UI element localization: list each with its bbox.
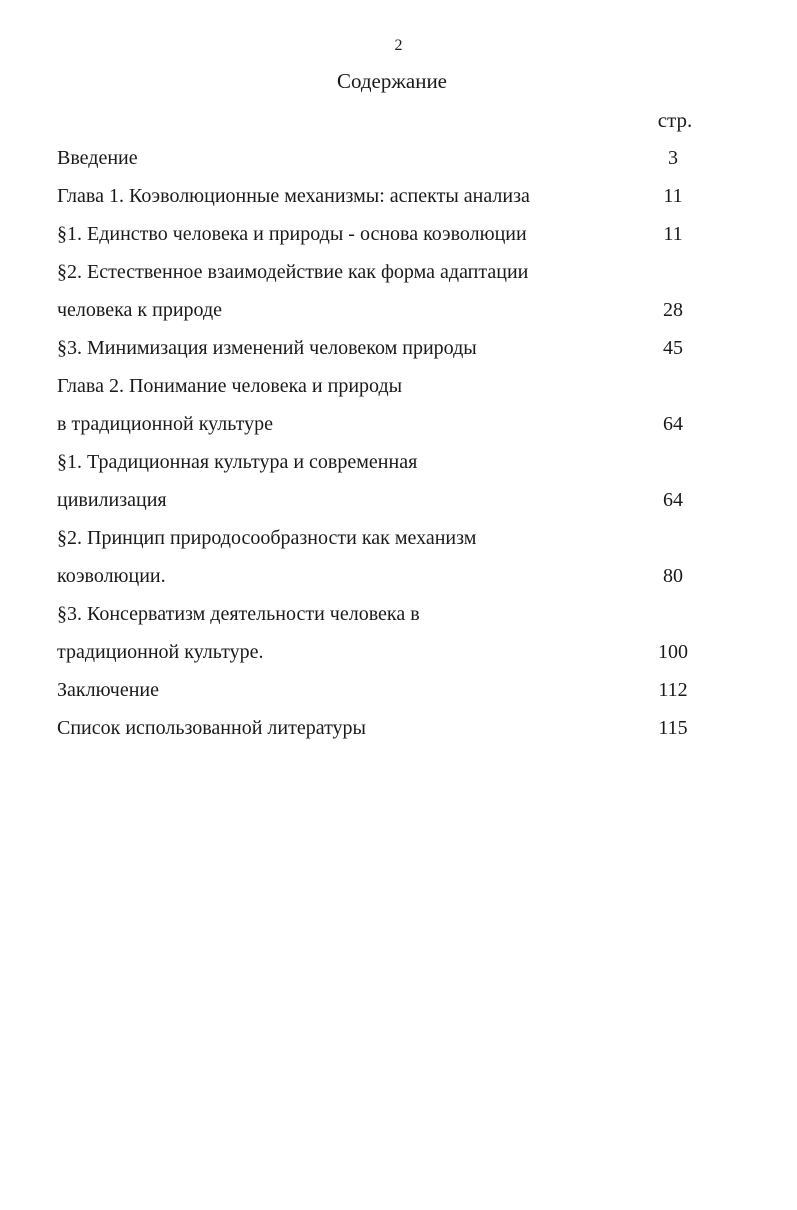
toc-entry-text: Глава 2. Понимание человека и природы <box>57 375 403 397</box>
toc-row <box>57 595 737 633</box>
toc-row <box>57 139 737 177</box>
toc-entry-page: 100 <box>658 641 688 663</box>
toc-row <box>57 253 737 291</box>
toc-entry-text: §3. Минимизация изменений человеком природы <box>57 337 477 359</box>
toc-row <box>57 709 737 747</box>
toc-entry-text: Глава 1. Коэволюционные механизмы: аспекты анализа <box>57 185 530 207</box>
toc-entry-text: §2. Принцип природосообразности как механизм <box>57 527 477 549</box>
toc-entry-page: 64 <box>663 413 683 435</box>
toc-row <box>57 557 737 595</box>
toc-row <box>57 215 737 253</box>
toc-entry-text: §2. Естественное взаимодействие как форма адаптации <box>57 261 529 283</box>
toc-row <box>57 633 737 671</box>
toc-title: Содержание <box>336 69 448 93</box>
toc-row <box>57 329 737 367</box>
table-of-contents <box>57 139 737 747</box>
toc-entry-page: 45 <box>663 337 683 359</box>
toc-row <box>57 291 737 329</box>
toc-entry-page: 11 <box>663 185 683 207</box>
toc-row <box>57 405 737 443</box>
toc-entry-page: 112 <box>658 679 688 701</box>
toc-row <box>57 481 737 519</box>
toc-entry-text: человека к природе <box>57 299 223 321</box>
toc-entry-text: Заключение <box>57 679 159 701</box>
toc-entry-page: 64 <box>663 489 683 511</box>
toc-entry-text: §1. Традиционная культура и современная <box>57 451 418 473</box>
toc-entry-page: 115 <box>658 717 688 739</box>
toc-entry-text: традиционной культуре. <box>57 641 264 663</box>
toc-entry-text: Введение <box>57 147 138 169</box>
toc-entry-page: 3 <box>668 147 678 169</box>
toc-entry-text: цивилизация <box>57 489 167 511</box>
toc-row <box>57 443 737 481</box>
toc-entry-text: §3. Консерватизм деятельности человека в <box>57 603 420 625</box>
page-column-header: стр. <box>657 108 693 132</box>
toc-entry-text: коэволюции. <box>57 565 166 587</box>
toc-row <box>57 177 737 215</box>
toc-row <box>57 519 737 557</box>
toc-entry-text: §1. Единство человека и природы - основа коэволюции <box>57 223 527 245</box>
toc-entry-page: 28 <box>663 299 683 321</box>
toc-entry-page: 80 <box>663 565 683 587</box>
toc-entry-text: в традиционной культуре <box>57 413 273 435</box>
toc-entry-page: 11 <box>663 223 683 245</box>
page-number: 2 <box>394 37 403 54</box>
toc-entry-text: Список использованной литературы <box>57 717 366 739</box>
toc-row <box>57 367 737 405</box>
toc-row <box>57 671 737 709</box>
